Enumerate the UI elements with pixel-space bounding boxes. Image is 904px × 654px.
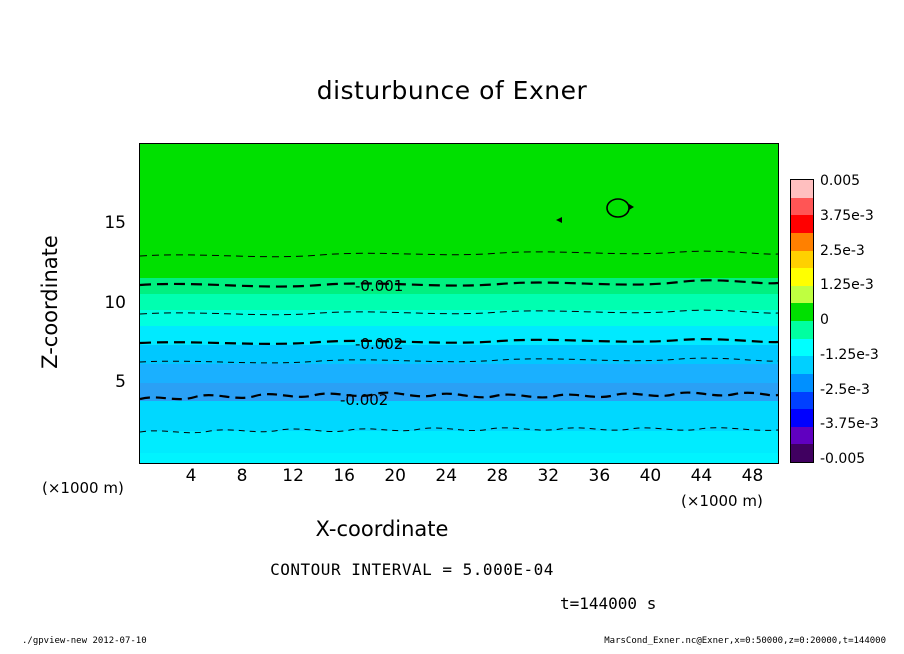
- x-tick-label: 28: [486, 466, 509, 486]
- colorbar-tick-label: -3.75e-3: [820, 416, 879, 433]
- colorbar-tick-label: -2.5e-3: [820, 381, 870, 398]
- contour-lines: [140, 144, 778, 463]
- colorbar-swatch: [791, 321, 813, 339]
- contour-interval-note: CONTOUR INTERVAL = 5.000E-04: [270, 560, 554, 579]
- colorbar-swatch: [791, 286, 813, 304]
- y-axis-label: Z-coordinate: [38, 235, 62, 369]
- x-tick-label: 4: [185, 466, 197, 486]
- x-tick-label: 36: [588, 466, 611, 486]
- colorbar-tick-label: -0.005: [820, 451, 866, 467]
- x-tick-label: 16: [333, 466, 355, 486]
- colorbar-swatch: [791, 180, 813, 198]
- colorbar-labels: [820, 173, 900, 467]
- x-tick-label: 24: [435, 466, 458, 486]
- colorbar-tick-label: 2.5e-3: [820, 242, 865, 259]
- y-tick-label: 10: [104, 292, 126, 313]
- colorbar-tick-label: 3.75e-3: [820, 207, 874, 224]
- x-axis-label: X-coordinate: [315, 517, 449, 541]
- colorbar-swatch: [791, 356, 813, 374]
- x-tick-label: 40: [639, 466, 662, 486]
- colorbar-tick-label: 1.25e-3: [820, 277, 874, 294]
- chart-title: disturbunce of Exner: [316, 76, 588, 105]
- colorbar-swatch: [791, 444, 813, 462]
- colorbar-tick-label: 0.005: [820, 173, 861, 189]
- x-tick-label: 20: [384, 466, 406, 486]
- colorbar-tick-label: -1.25e-3: [820, 346, 879, 363]
- colorbar-swatch: [791, 303, 813, 321]
- colorbar-swatch: [791, 374, 813, 392]
- colorbar-swatch: [791, 339, 813, 357]
- contour-plot-area: [139, 143, 779, 464]
- colorbar-swatch: [791, 198, 813, 216]
- contour-label-2: -0.002: [355, 335, 404, 353]
- contour-label-1: -0.001: [355, 277, 404, 295]
- colorbar-swatch: [791, 409, 813, 427]
- colorbar-swatch: [791, 392, 813, 410]
- colorbar-swatch: [791, 233, 813, 251]
- colorbar: [790, 179, 814, 463]
- colorbar-tick-label: 0: [820, 312, 829, 328]
- footer-right: MarsCond_Exner.nc@Exner,x=0:50000,z=0:20000,t=144000: [604, 636, 886, 646]
- y-axis-unit: (×1000 m): [42, 479, 124, 497]
- time-stamp-label: t=144000 s: [560, 594, 657, 613]
- x-tick-label: 12: [282, 466, 304, 486]
- y-tick-label: 5: [115, 372, 126, 393]
- colorbar-swatch: [791, 251, 813, 269]
- x-axis-unit: (×1000 m): [681, 492, 763, 510]
- contour-label-3: -0.002: [340, 391, 389, 409]
- colorbar-swatch: [791, 268, 813, 286]
- x-tick-label: 48: [741, 466, 764, 486]
- x-tick-label: 8: [236, 466, 248, 486]
- colorbar-swatch: [791, 215, 813, 233]
- footer-left: ./gpview-new 2012-07-10: [22, 636, 147, 646]
- x-tick-label: 32: [537, 466, 560, 486]
- y-tick-label: 15: [104, 212, 126, 233]
- colorbar-swatch: [791, 427, 813, 445]
- x-tick-label: 44: [690, 466, 713, 486]
